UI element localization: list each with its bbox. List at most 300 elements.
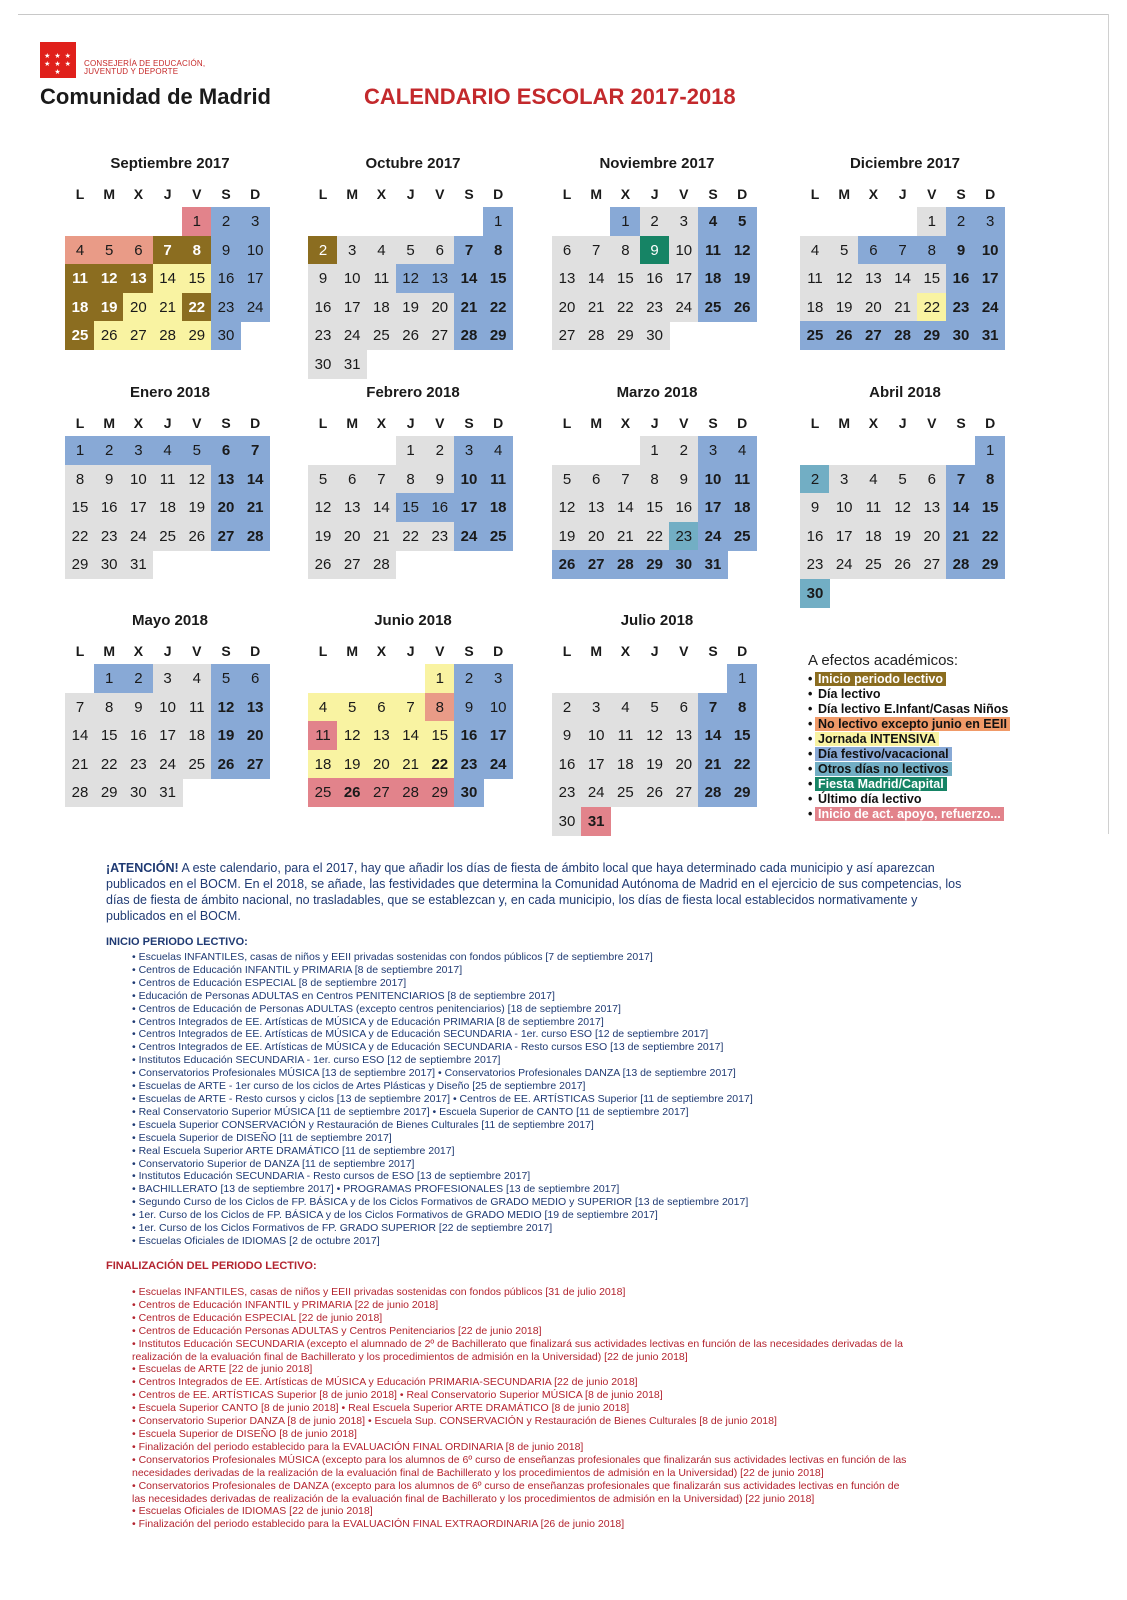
day-cell: 16 [211, 264, 241, 293]
list-item: • Centros de EE. ARTÍSTICAS Superior [8 de junio 2018] • Real Conservatorio Superior MÚSICA [8 de junio 2018] [132, 1389, 663, 1402]
day-cell: 16 [640, 264, 670, 293]
weekday-label: V [192, 643, 202, 659]
day-cell: 14 [240, 465, 270, 494]
legend-item [808, 792, 1068, 807]
day-cell: 14 [888, 264, 918, 293]
day-cell: 7 [240, 436, 270, 465]
legend-item [808, 807, 1068, 822]
weekday-label: J [650, 415, 659, 431]
day-cell: 12 [337, 721, 367, 750]
day-cell: 10 [153, 693, 183, 722]
day-cell: 24 [698, 522, 728, 551]
day-cell: 27 [917, 550, 947, 579]
weekday-label: D [493, 643, 504, 659]
day-cell: 4 [65, 236, 95, 265]
day-cell: 21 [153, 293, 183, 322]
list-item: • Institutos Educación SECUNDARIA - 1er. curso ESO [12 de septiembre 2017] [132, 1054, 501, 1067]
day-cell: 13 [211, 465, 241, 494]
list-item: • Escuela Superior de DISEÑO [11 de septiembre 2017] [132, 1131, 392, 1144]
list-item: • Escuela Superior CANTO [8 de junio 2018] • Real Escuela Superior ARTE DRAMÁTICO [8 de junio 2018] [132, 1402, 630, 1415]
day-cell: 18 [698, 264, 728, 293]
day-cell: 2 [946, 207, 976, 236]
day-cell: 20 [669, 750, 699, 779]
day-cell: 17 [975, 264, 1005, 293]
month-2 [552, 155, 762, 345]
day-cell: 6 [123, 236, 153, 265]
list-item: • Centros de Educación INFANTIL y PRIMARIA [8 de septiembre 2017] [132, 963, 463, 976]
day-cell: 30 [640, 321, 670, 350]
day-cell: 13 [669, 721, 699, 750]
list-item: • Segundo Curso de los Ciclos de FP. BÁSICA y de los Ciclos Formativos de GRADO MEDIO y SUPERIOR [13 de septiembre 2017] [132, 1196, 749, 1209]
list-item: • Escuelas de ARTE - 1er curso de los ciclos de Artes Plásticas y Diseño [25 de septiembre 2017] [132, 1080, 586, 1093]
day-cell: 18 [308, 750, 338, 779]
legend-item [808, 762, 1068, 777]
day-cell: 10 [337, 264, 367, 293]
weekday-label: S [956, 415, 966, 431]
day-cell: 30 [552, 807, 582, 836]
day-cell: 7 [698, 693, 728, 722]
day-cell: 29 [917, 321, 947, 350]
day-grid [552, 664, 762, 838]
day-cell: 20 [917, 522, 947, 551]
legend-items [808, 672, 1068, 822]
day-cell: 22 [610, 293, 640, 322]
day-grid [552, 207, 762, 381]
day-cell: 23 [640, 293, 670, 322]
day-cell: 6 [581, 465, 611, 494]
list-item: necesidades derivadas de la realización de la evaluación final de Bachillerato y los procedimientos de admisión en la Universidad) [22 de junio 2018] [132, 1466, 824, 1479]
weekday-label: M [590, 643, 603, 659]
day-cell: 14 [454, 264, 484, 293]
day-cell: 28 [240, 522, 270, 551]
day-cell: 1 [94, 664, 124, 693]
weekday-header [65, 415, 275, 431]
day-cell: 23 [123, 750, 153, 779]
day-cell: 7 [888, 236, 918, 265]
day-cell: 24 [975, 293, 1005, 322]
list-item: • Escuelas de ARTE [22 de junio 2018] [132, 1363, 313, 1376]
day-cell: 1 [425, 664, 455, 693]
day-cell: 2 [94, 436, 124, 465]
day-cell: 23 [211, 293, 241, 322]
day-cell: 23 [425, 522, 455, 551]
day-grid [65, 436, 275, 610]
day-cell: 26 [182, 522, 212, 551]
day-cell: 14 [366, 493, 396, 522]
day-cell: 18 [483, 493, 513, 522]
day-cell: 4 [182, 664, 212, 693]
day-cell: 22 [94, 750, 124, 779]
list-item: • Conservatorio Superior de DANZA [11 de septiembre 2017] [132, 1157, 415, 1170]
day-cell: 8 [396, 465, 426, 494]
day-cell: 26 [94, 321, 124, 350]
day-cell: 11 [610, 721, 640, 750]
list-item: • Educación de Personas ADULTAS en Centros PENITENCIARIOS [8 de septiembre 2017] [132, 989, 555, 1002]
day-cell: 14 [153, 264, 183, 293]
weekday-label: X [868, 186, 879, 202]
day-cell: 5 [888, 465, 918, 494]
weekday-header [552, 415, 762, 431]
day-cell: 25 [698, 293, 728, 322]
attention-lead: ¡ATENCIÓN! [106, 861, 179, 875]
day-cell: 7 [581, 236, 611, 265]
day-cell: 20 [123, 293, 153, 322]
day-cell: 22 [727, 750, 757, 779]
day-cell: 3 [581, 693, 611, 722]
day-cell: 1 [396, 436, 426, 465]
day-cell: 30 [308, 350, 338, 379]
day-cell: 22 [975, 522, 1005, 551]
weekday-label: X [376, 415, 387, 431]
day-cell: 17 [829, 522, 859, 551]
day-cell: 23 [308, 321, 338, 350]
day-cell: 15 [182, 264, 212, 293]
month-title: Febrero 2018 [366, 384, 460, 401]
weekday-label: J [163, 415, 172, 431]
day-cell: 9 [552, 721, 582, 750]
day-cell: 13 [240, 693, 270, 722]
day-cell: 10 [454, 465, 484, 494]
final-title: FINALIZACIÓN DEL PERIODO LECTIVO: [106, 1260, 317, 1272]
day-cell: 23 [454, 750, 484, 779]
weekday-header [552, 643, 762, 659]
day-cell: 7 [153, 236, 183, 265]
day-cell: 25 [182, 750, 212, 779]
day-cell: 25 [858, 550, 888, 579]
day-cell: 24 [153, 750, 183, 779]
madrid-logo [40, 42, 76, 78]
day-cell: 7 [454, 236, 484, 265]
list-item: • Centros Integrados de EE. Artísticas de MÚSICA y Educación PRIMARIA-SECUNDARIA [22 de junio 2018] [132, 1376, 638, 1389]
month-title: Mayo 2018 [132, 612, 208, 629]
day-cell: 8 [610, 236, 640, 265]
weekday-label: X [376, 186, 387, 202]
month-title: Diciembre 2017 [849, 155, 961, 172]
day-cell: 11 [800, 264, 830, 293]
day-cell: 26 [211, 750, 241, 779]
day-cell: 29 [727, 778, 757, 807]
day-cell: 5 [182, 436, 212, 465]
list-item: • Finalización del periodo establecido para la EVALUACIÓN FINAL EXTRAORDINARIA [26 de junio 2018] [132, 1518, 625, 1531]
day-cell: 18 [727, 493, 757, 522]
day-cell: 20 [337, 522, 367, 551]
day-cell: 6 [337, 465, 367, 494]
day-cell: 8 [425, 693, 455, 722]
weekday-label: M [103, 643, 116, 659]
list-item: • Centros Integrados de EE. Artísticas de MÚSICA y de Educación SECUNDARIA - 1er. curso ESO [12 de septiembre 2017] [132, 1028, 709, 1041]
day-cell: 5 [337, 693, 367, 722]
day-cell: 12 [94, 264, 124, 293]
weekday-label: L [562, 415, 572, 431]
day-cell: 23 [669, 522, 699, 551]
day-cell: 22 [65, 522, 95, 551]
weekday-label: M [838, 415, 851, 431]
day-cell: 30 [946, 321, 976, 350]
day-grid [552, 436, 762, 610]
org-name [84, 60, 205, 76]
day-cell: 27 [858, 321, 888, 350]
brand-name: Comunidad de Madrid [40, 84, 271, 109]
day-cell: 6 [669, 693, 699, 722]
day-cell: 9 [640, 236, 670, 265]
day-cell: 8 [727, 693, 757, 722]
day-cell: 7 [396, 693, 426, 722]
list-item: • Escuelas INFANTILES, casas de niños y EEII privadas sostenidas con fondos públicos [7 de septiembre 2017] [132, 951, 653, 963]
day-cell: 3 [454, 436, 484, 465]
day-cell: 24 [454, 522, 484, 551]
day-cell: 3 [153, 664, 183, 693]
day-cell: 26 [829, 321, 859, 350]
day-cell: 21 [946, 522, 976, 551]
day-cell: 25 [65, 321, 95, 350]
day-grid [308, 436, 518, 610]
month-9 [308, 612, 518, 802]
list-item: realización de la evaluación final de Bachillerato y los procedimientos de admisión en la Universidad) [22 de junio 2018] [132, 1350, 688, 1363]
weekday-label: L [75, 415, 85, 431]
day-cell: 4 [698, 207, 728, 236]
weekday-label: V [679, 186, 689, 202]
day-cell: 17 [123, 493, 153, 522]
day-cell: 19 [182, 493, 212, 522]
day-cell: 31 [698, 550, 728, 579]
day-cell: 29 [94, 778, 124, 807]
weekday-label: X [133, 643, 144, 659]
day-cell: 11 [727, 465, 757, 494]
weekday-label: S [221, 186, 231, 202]
weekday-label: M [346, 643, 359, 659]
legend-label: No lectivo excepto junio en EEII [815, 717, 1010, 731]
day-cell: 13 [337, 493, 367, 522]
month-title: Noviembre 2017 [599, 155, 715, 172]
weekday-label: L [75, 643, 85, 659]
weekday-label: L [562, 186, 572, 202]
final-list [132, 1286, 982, 1531]
day-cell: 22 [182, 293, 212, 322]
weekday-label: M [103, 186, 116, 202]
day-cell: 9 [123, 693, 153, 722]
weekday-label: M [346, 415, 359, 431]
weekday-label: S [221, 643, 231, 659]
day-cell: 31 [975, 321, 1005, 350]
list-item: las necesidades derivadas de realización de la evaluación final de Bachillerato y los procedimientos de admisión en la Universidad) [22 junio 2018] [132, 1492, 815, 1505]
legend-label: Día festivo/vacacional [815, 747, 952, 761]
list-item: • Escuela Superior de DISEÑO [8 de junio 2018] [132, 1427, 357, 1440]
day-cell: 29 [483, 321, 513, 350]
day-cell: 2 [308, 236, 338, 265]
day-cell: 11 [153, 465, 183, 494]
day-cell: 2 [454, 664, 484, 693]
day-cell: 8 [65, 465, 95, 494]
weekday-label: V [192, 186, 202, 202]
day-cell: 5 [396, 236, 426, 265]
org-line-1: CONSEJERÍA DE EDUCACIÓN, [84, 59, 206, 68]
day-cell: 29 [425, 778, 455, 807]
weekday-label: S [464, 186, 474, 202]
weekday-label: J [650, 643, 659, 659]
day-cell: 12 [829, 264, 859, 293]
weekday-label: L [562, 643, 572, 659]
month-5 [308, 384, 518, 574]
list-item: • Conservatorios Profesionales MÚSICA (excepto para los alumnos de 6º curso de enseñanzas profesionales que finalizarán sus actividades lectivas en función de las [132, 1453, 907, 1466]
day-cell: 27 [211, 522, 241, 551]
legend-label: Fiesta Madrid/Capital [815, 777, 947, 791]
day-cell: 19 [727, 264, 757, 293]
day-cell: 26 [640, 778, 670, 807]
day-cell: 27 [240, 750, 270, 779]
day-cell: 21 [581, 293, 611, 322]
day-cell: 22 [396, 522, 426, 551]
legend-label: Inicio periodo lectivo [815, 672, 946, 686]
day-cell: 19 [888, 522, 918, 551]
day-cell: 19 [211, 721, 241, 750]
day-cell: 25 [483, 522, 513, 551]
weekday-header [800, 415, 1010, 431]
day-cell: 28 [366, 550, 396, 579]
legend-item [808, 687, 1068, 702]
top-rule [18, 14, 1108, 15]
day-cell: 11 [65, 264, 95, 293]
day-cell: 4 [366, 236, 396, 265]
bullet-icon: • [808, 762, 813, 776]
weekday-label: X [868, 415, 879, 431]
list-item: • 1er. Curso de los Ciclos Formativos de FP. GRADO SUPERIOR [22 de septiembre 2017] [132, 1222, 553, 1235]
day-cell: 28 [946, 550, 976, 579]
legend-item [808, 777, 1068, 792]
day-cell: 27 [366, 778, 396, 807]
day-cell: 11 [698, 236, 728, 265]
day-cell: 15 [610, 264, 640, 293]
day-cell: 21 [454, 293, 484, 322]
weekday-label: V [192, 415, 202, 431]
day-cell: 12 [727, 236, 757, 265]
weekday-label: M [590, 186, 603, 202]
day-cell: 27 [337, 550, 367, 579]
legend-item [808, 732, 1068, 747]
day-cell: 30 [669, 550, 699, 579]
day-cell: 14 [396, 721, 426, 750]
weekday-label: J [406, 415, 415, 431]
day-cell: 24 [123, 522, 153, 551]
day-cell: 12 [888, 493, 918, 522]
day-cell: 8 [917, 236, 947, 265]
day-cell: 18 [858, 522, 888, 551]
legend-item [808, 717, 1068, 732]
weekday-label: X [620, 415, 631, 431]
day-cell: 29 [975, 550, 1005, 579]
weekday-label: S [708, 186, 718, 202]
day-cell: 5 [308, 465, 338, 494]
day-cell: 1 [483, 207, 513, 236]
month-4 [65, 384, 275, 574]
day-grid [308, 664, 518, 838]
list-item: • Conservatorio Superior DANZA [8 de junio 2018] • Escuela Sup. CONSERVACIÓN y Restauración de Bienes Culturales [8 de junio 2018] [132, 1415, 777, 1428]
day-cell: 6 [917, 465, 947, 494]
day-cell: 10 [240, 236, 270, 265]
weekday-label: J [898, 186, 907, 202]
day-cell: 17 [454, 493, 484, 522]
day-cell: 10 [698, 465, 728, 494]
day-cell: 9 [454, 693, 484, 722]
day-cell: 26 [308, 550, 338, 579]
day-cell: 2 [123, 664, 153, 693]
day-cell: 11 [366, 264, 396, 293]
list-item: • Centros de Educación Personas ADULTAS y Centros Penitenciarios [22 de junio 2018] [132, 1324, 542, 1337]
day-cell: 2 [640, 207, 670, 236]
day-cell: 26 [396, 321, 426, 350]
weekday-label: J [163, 643, 172, 659]
day-cell: 15 [425, 721, 455, 750]
day-cell: 21 [888, 293, 918, 322]
day-cell: 10 [975, 236, 1005, 265]
day-cell: 20 [211, 493, 241, 522]
list-item: • Conservatorios Profesionales de DANZA (excepto para los alumnos de 6º curso de enseñanzas profesionales que finalizarán sus actividades lectivas en función de [132, 1479, 900, 1492]
weekday-header [308, 643, 518, 659]
day-cell: 11 [182, 693, 212, 722]
day-cell: 6 [366, 693, 396, 722]
weekday-label: D [737, 643, 748, 659]
day-cell: 21 [610, 522, 640, 551]
day-cell: 29 [65, 550, 95, 579]
day-cell: 6 [240, 664, 270, 693]
day-cell: 16 [425, 493, 455, 522]
day-cell: 28 [610, 550, 640, 579]
weekday-label: M [590, 415, 603, 431]
weekday-label: L [810, 186, 820, 202]
day-cell: 12 [211, 693, 241, 722]
day-cell: 28 [698, 778, 728, 807]
day-cell: 9 [946, 236, 976, 265]
day-cell: 16 [454, 721, 484, 750]
day-cell: 2 [552, 693, 582, 722]
day-cell: 13 [917, 493, 947, 522]
day-cell: 25 [366, 321, 396, 350]
weekday-label: V [927, 415, 937, 431]
day-cell: 26 [727, 293, 757, 322]
day-cell: 26 [552, 550, 582, 579]
legend-label: Día lectivo E.Infant/Casas Niños [818, 702, 1009, 716]
attention-notice [106, 860, 966, 924]
month-title: Enero 2018 [129, 384, 211, 401]
day-cell: 5 [727, 207, 757, 236]
weekday-label: L [318, 186, 328, 202]
month-7 [800, 384, 1010, 602]
weekday-label: J [898, 415, 907, 431]
day-cell: 18 [610, 750, 640, 779]
day-cell: 19 [640, 750, 670, 779]
weekday-label: X [620, 186, 631, 202]
day-cell: 8 [975, 465, 1005, 494]
day-cell: 15 [65, 493, 95, 522]
weekday-label: D [985, 186, 996, 202]
day-cell: 22 [640, 522, 670, 551]
day-cell: 19 [308, 522, 338, 551]
day-cell: 16 [123, 721, 153, 750]
legend-label: Jornada INTENSIVA [815, 732, 939, 746]
bullet-icon: • [808, 747, 813, 761]
day-cell: 22 [917, 293, 947, 322]
bullet-icon: • [808, 702, 813, 716]
day-cell: 17 [240, 264, 270, 293]
legend-label: Inicio de act. apoyo, refuerzo... [815, 807, 1004, 821]
day-cell: 25 [308, 778, 338, 807]
day-cell: 1 [727, 664, 757, 693]
weekday-label: S [956, 186, 966, 202]
day-cell: 8 [182, 236, 212, 265]
list-item: • Centros de Educación ESPECIAL [22 de junio 2018] [132, 1311, 383, 1324]
month-8 [65, 612, 275, 802]
day-cell: 6 [858, 236, 888, 265]
day-grid [65, 207, 275, 381]
